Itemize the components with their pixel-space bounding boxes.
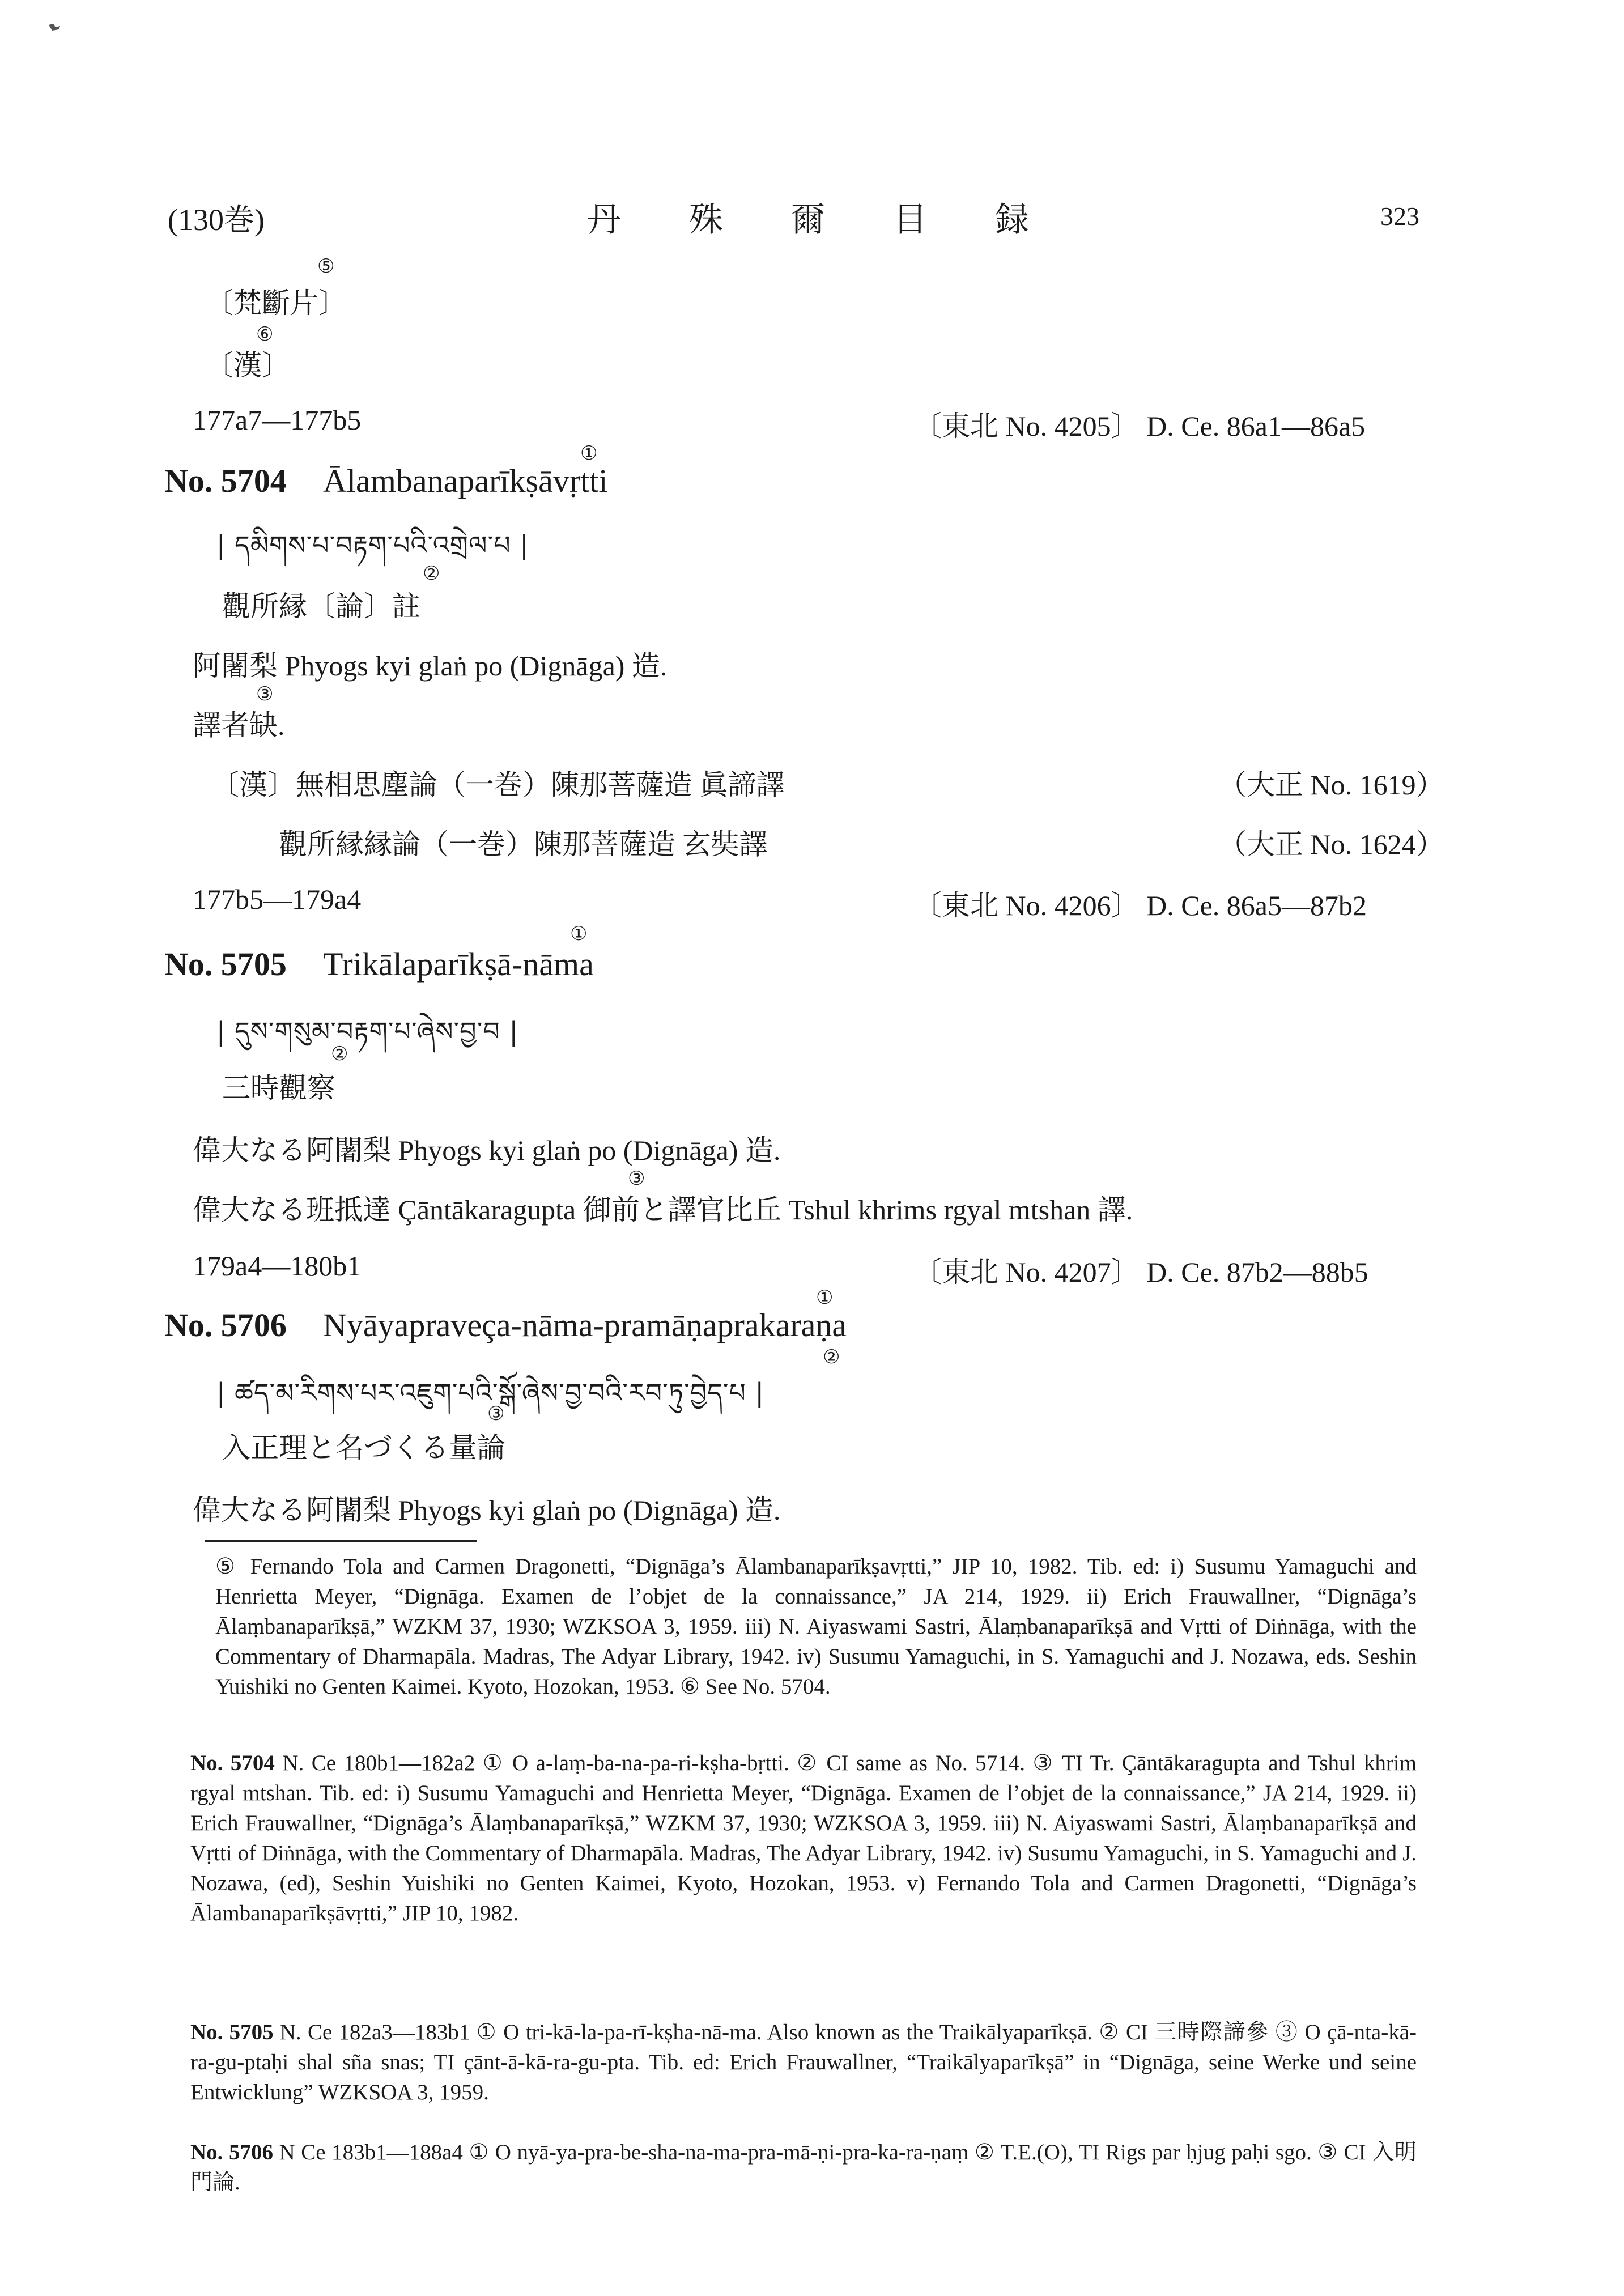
volume-label: (130巻) xyxy=(168,203,265,237)
chinese-translation-2: 觀所縁縁論（一巻）陳那菩薩造 玄奘譯 xyxy=(279,828,768,860)
footnote-marker-5: ⑤ xyxy=(317,255,335,278)
title-marker-2b: ② xyxy=(331,1043,348,1065)
footnote-5706 xyxy=(190,2137,1417,2197)
footnote-5-6: ⑤ Fernando Tola and Carmen Dragonetti, “Dignāga’s Ālambanaparīkṣavṛtti,” JIP 10, 1982. Tib. ed: i) Susumu Yamaguchi and Henrietta Meyer, “Dignāga. Examen de l’objet de la connaissance,” JA 214, 1929. ii) Erich Frauwallner, “Dignāga’s Ālaṃbanaparīkṣā,” WZKM 37, 1930; WZKSOA 3, 1959. iii) N. Aiyaswami Sastri, Ālaṃbanaparīkṣā and Vṛtti of Diṅnāga, with the Commentary of Dharmapāla. Madras, The Adyar Library, 1942. iv) Susumu Yamaguchi, in S. Yamaguchi and J. Nozawa, eds. Seshin Yuishiki no Genten Kaimei. Kyoto, Hozokan, 1953. ⑥ See No. 5704. xyxy=(215,1554,1417,1699)
entry-number-5705: No. 5705 xyxy=(164,946,287,983)
tibetan-title-5705: | དུས་གསུམ་བརྟག་པ་ཞེས་བྱ་བ | xyxy=(216,1016,518,1047)
japanese-title-5705: 三時觀察 xyxy=(222,1072,335,1104)
title-marker-3: ③ xyxy=(256,683,274,705)
chinese-label: 〔漢〕 xyxy=(205,350,290,381)
footnote-5704-label: No. 5704 xyxy=(190,1751,275,1775)
entry-number-5706: No. 5706 xyxy=(164,1307,287,1343)
title-marker-1: ① xyxy=(580,442,598,465)
page-title: 丹 殊 爾 目 録 xyxy=(587,201,1029,239)
translator-5705: 偉大なる班抵達 Çāntākaragupta 御前と譯官比丘 Tshul khrims rgyal mtshan 譯. xyxy=(193,1194,1133,1226)
footnote-5706-text: N Ce 183b1—188a4 ① O nyā-ya-pra-be-sha-na-ma-pra-mā-ṇi-pra-ka-ra-ṇaṃ ② T.E.(O), TI Rigs par ḥjug paḥi sgo. ③ CI 入明門論. xyxy=(190,2140,1417,2195)
footnote-5705-label: No. 5705 xyxy=(190,2020,274,2044)
tohoku-ref-5704: 〔東北 No. 4206〕 D. Ce. 86a5—87b2 xyxy=(913,890,1367,921)
taisho-ref-2: （大正 No. 1624） xyxy=(1218,828,1444,860)
entry-title-5704: Ālambanaparīkṣāvṛtti xyxy=(323,462,608,499)
title-marker-3b: ③ xyxy=(628,1167,645,1190)
tohoku-ref-5705: 〔東北 No. 4207〕 D. Ce. 87b2—88b5 xyxy=(913,1256,1368,1288)
tibetan-title-5706: | ཚད་མ་རིགས་པར་འཇུག་པའི་སྒོ་ཞེས་བྱ་བའི་རབ་ཏུ་བྱེད་པ | xyxy=(216,1377,764,1408)
folio-range-5705: 179a4—180b1 xyxy=(193,1250,362,1282)
title-marker-1c: ① xyxy=(816,1286,834,1309)
footnote-5706-label: No. 5706 xyxy=(190,2140,273,2165)
tibetan-title-5704: | དམིགས་པ་བརྟག་པའི་འགྲེལ་པ | xyxy=(216,530,529,560)
footnote-marker-6: ⑥ xyxy=(256,323,274,346)
sanskrit-fragment-label: 〔梵斷片〕 xyxy=(205,287,347,319)
title-marker-1b: ① xyxy=(570,922,588,945)
footnote-5704-text: N. Ce 180b1—182a2 ① O a-laṃ-ba-na-pa-ri-kṣha-bṛtti. ② CI same as No. 5714. ③ TI Tr. Çāntākaragupta and Tshul khrim rgyal mtshan. Tib. ed: i) Susumu Yamaguchi and Henrietta Meyer, “Dignāga. Examen de l’objet de la connaissance,” JA 214, 1929. ii) Erich Frauwallner, “Dignāga’s Ālaṃbanaparīkṣā,” WZKM 37, 1930; WZKSOA 3, 1959. iii) N. Aiyaswami Sastri, Ālaṃbanaparīkṣā and Vṛtti of Diṅnāga, with the Commentary of Dharmapāla. Madras, The Adyar Library, 1942. iv) Susumu Yamaguchi, in S. Yamaguchi and J. Nozawa, (ed), Seshin Yuishiki no Genten Kaimei, Kyoto, Hozokan, 1953. v) Fernando Tola and Carmen Dragonetti, “Dignāga’s Ālambanaparīkṣāvṛtti,” JIP 10, 1982. xyxy=(190,1751,1417,1925)
entry-number-5704: No. 5704 xyxy=(164,462,287,499)
footnote-5704 xyxy=(190,1748,1417,1928)
page-number: 323 xyxy=(1380,202,1419,231)
scan-speck xyxy=(48,23,62,33)
footnote-5705-text: N. Ce 182a3—183b1 ① O tri-kā-la-pa-rī-kṣha-nā-ma. Also known as the Traikālyaparīkṣā. ② CI 三時際諦參 ③ O çā-nta-kā-ra-gu-ptaḥi shal sña snas; TI çānt-ā-kā-ra-gu-pta. Tib. ed: Erich Frauwallner, “Traikālyaparīkṣā” in “Dignāga, seine Werke und seine Entwicklung” WZKSOA 3, 1959. xyxy=(190,2020,1417,2104)
translator-5704: 譯者缺. xyxy=(193,709,285,741)
title-marker-2c: ② xyxy=(823,1346,840,1368)
folio-range: 177a7—177b5 xyxy=(193,404,362,436)
entry-title-5706: Nyāyapraveça-nāma-pramāṇaprakaraṇa xyxy=(323,1307,847,1343)
author-5704: 阿闍梨 Phyogs kyi glaṅ po (Dignāga) 造. xyxy=(193,650,668,682)
author-5705: 偉大なる阿闍梨 Phyogs kyi glaṅ po (Dignāga) 造. xyxy=(193,1134,781,1166)
japanese-title-5704: 觀所縁〔論〕註 xyxy=(222,590,420,622)
tohoku-ref: 〔東北 No. 4205〕 D. Ce. 86a1—86a5 xyxy=(913,410,1366,442)
title-marker-2: ② xyxy=(423,562,440,585)
taisho-ref-1: （大正 No. 1619） xyxy=(1218,769,1444,801)
title-marker-3c: ③ xyxy=(487,1402,505,1425)
entry-title-5705: Trikālaparīkṣā-nāma xyxy=(323,946,594,983)
author-5706: 偉大なる阿闍梨 Phyogs kyi glaṅ po (Dignāga) 造. xyxy=(193,1494,781,1526)
japanese-title-5706: 入正理と名づくる量論 xyxy=(222,1432,505,1464)
footnote-divider xyxy=(205,1540,477,1542)
folio-range-5704: 177b5—179a4 xyxy=(193,883,362,915)
chinese-translation-1: 〔漢〕無相思塵論（一巻）陳那菩薩造 眞諦譯 xyxy=(211,769,785,801)
footnote-5705 xyxy=(190,2017,1417,2107)
